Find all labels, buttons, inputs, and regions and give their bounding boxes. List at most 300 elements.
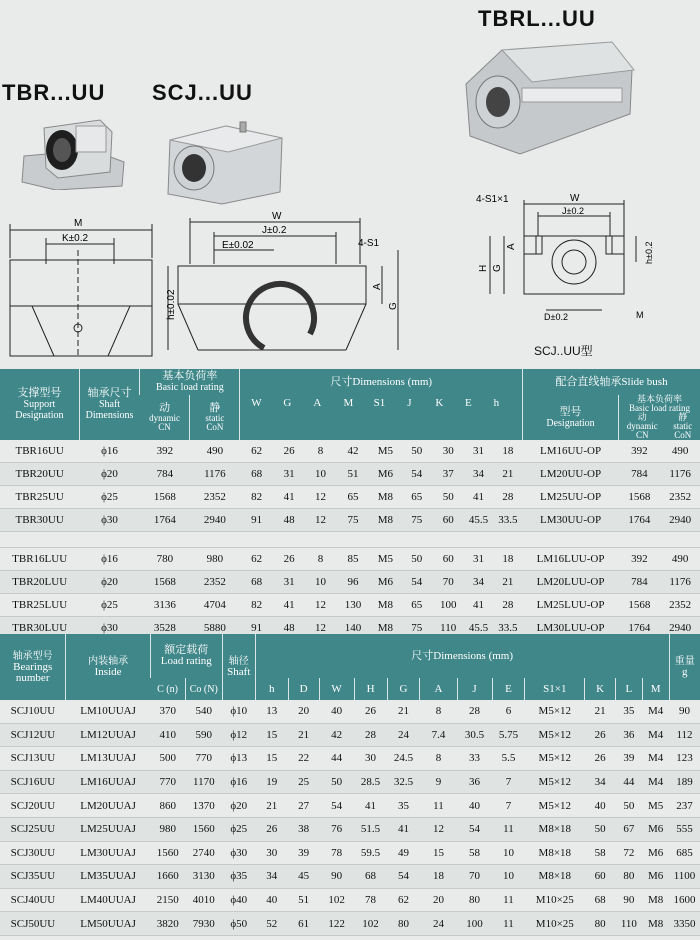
label-w2: W	[570, 193, 580, 204]
label-w: W	[272, 211, 282, 222]
table-cell: LM13UUAJ	[66, 747, 150, 771]
table-cell: 49	[387, 841, 420, 865]
table-cell: 7.4	[420, 723, 457, 747]
th1-col-1: G	[283, 397, 292, 409]
table-cell: 784	[619, 463, 661, 486]
table-cell: LM16UU-OP	[523, 440, 619, 463]
table-cell: 90	[669, 700, 700, 723]
table-cell: 410	[150, 723, 185, 747]
table-cell: 21	[585, 700, 616, 723]
table-cell: LM16UUAJ	[66, 770, 150, 794]
table-cell: 34	[464, 571, 493, 594]
table-cell: 41	[387, 817, 420, 841]
table-cell: 26	[585, 723, 616, 747]
th-shaft2: 轴径 Shaft	[222, 634, 255, 700]
table-cell: 1370	[185, 794, 222, 818]
table-cell: ϕ35	[222, 865, 255, 889]
th2-s1: S1×1	[525, 678, 585, 700]
table-cell: 20	[288, 700, 319, 723]
table-cell: 45.5	[464, 509, 493, 532]
label-s1x1: 4-S1×1	[476, 194, 509, 205]
tbr-drawing	[2, 210, 162, 360]
table-cell: 34	[464, 463, 493, 486]
table-cell: 78	[354, 888, 387, 912]
table-cell: 39	[616, 747, 643, 771]
table-cell: LM30LUU-OP	[523, 617, 619, 640]
table-cell: 41	[273, 594, 304, 617]
table-cell: 685	[669, 841, 700, 865]
scj-front-drawing	[470, 188, 670, 328]
table-cell: 3350	[669, 912, 700, 936]
label-e: E±0.02	[222, 240, 254, 251]
table-cell: 61	[288, 912, 319, 936]
table-cell: LM25UU-OP	[523, 486, 619, 509]
table-cell: 7	[492, 794, 525, 818]
table-cell: 60	[433, 548, 464, 571]
table-cell: SCJ16UU	[0, 770, 66, 794]
table-cell: 102	[354, 912, 387, 936]
table-cell: 58	[457, 841, 492, 865]
table-cell: 80	[387, 912, 420, 936]
table-cell: 140	[336, 617, 369, 640]
table-cell: 21	[255, 794, 288, 818]
table-cell: 500	[150, 747, 185, 771]
table-cell: 11	[492, 817, 525, 841]
label-a: A	[372, 283, 383, 290]
table-cell: 1176	[660, 463, 700, 486]
table-cell: 20	[420, 888, 457, 912]
table-cell: SCJ35UU	[0, 865, 66, 889]
tbrl-photo	[462, 36, 638, 158]
table-row	[0, 841, 700, 865]
table-cell: 48	[273, 617, 304, 640]
table-cell: 40	[255, 888, 288, 912]
table-cell: TBR30UU	[0, 509, 79, 532]
table-cell: 1660	[150, 865, 185, 889]
table-cell: 75	[336, 509, 369, 532]
table-cell: LM35UUAJ	[66, 865, 150, 889]
th1-col-0: W	[251, 397, 262, 409]
table-cell: 1600	[669, 888, 700, 912]
table-cell: 10	[492, 841, 525, 865]
table-cell: 35	[387, 794, 420, 818]
table-cell: M4	[642, 700, 669, 723]
th1-col-4: S1	[373, 397, 386, 409]
table-cell: 72	[616, 841, 643, 865]
table-cell: 70	[457, 865, 492, 889]
table-cell: 28	[354, 723, 387, 747]
table-cell: 11	[420, 794, 457, 818]
table-cell: 31	[273, 463, 304, 486]
table-cell: TBR16LUU	[0, 548, 79, 571]
table-cell: 90	[616, 888, 643, 912]
th1-col-3: M	[343, 397, 354, 409]
th-bearings: 轴承型号 Bearings number	[0, 634, 66, 700]
table-cell: M4	[642, 747, 669, 771]
table-cell: 40	[457, 794, 492, 818]
table-cell: TBR30LUU	[0, 617, 79, 640]
th2-a: A	[420, 678, 457, 700]
table-cell: 10	[492, 865, 525, 889]
table-cell: 78	[319, 841, 354, 865]
table-cell: 26	[273, 548, 304, 571]
label-m2: M	[636, 310, 644, 320]
scj-drawing	[160, 210, 410, 360]
th-load-rating: 额定载荷 Load rating	[150, 634, 222, 678]
table-cell: LM40UUAJ	[66, 888, 150, 912]
table-cell: 85	[336, 548, 369, 571]
table-cell: 392	[619, 440, 661, 463]
table-cell: ϕ13	[222, 747, 255, 771]
table-cell: 41	[273, 486, 304, 509]
table-cell: 90	[319, 865, 354, 889]
table-cell: 540	[185, 700, 222, 723]
th1-col-2: A	[313, 397, 322, 409]
table-cell: 36	[457, 770, 492, 794]
table-cell: 1568	[619, 594, 661, 617]
table-cell: 31	[273, 571, 304, 594]
table-cell: 30	[255, 841, 288, 865]
th1-col-5: J	[407, 397, 412, 409]
table-cell: 34	[255, 865, 288, 889]
label-s1: 4-S1	[358, 238, 380, 249]
table-cell: M5×12	[525, 770, 585, 794]
th-load: 基本负荷率 Basic load rating	[140, 369, 240, 395]
th-bush: 配合直线轴承Slide bush	[523, 369, 700, 395]
table-cell: 60	[433, 509, 464, 532]
table-cell: 32.5	[387, 770, 420, 794]
th-dim-group: 尺寸Dimensions (mm) W G A M S1 J K E h	[240, 369, 523, 440]
table-cell: 54	[401, 571, 432, 594]
table-cell: 68	[585, 888, 616, 912]
tbr-spec-table	[0, 369, 700, 640]
table-cell: 1764	[140, 509, 190, 532]
table-cell: 91	[240, 617, 273, 640]
table-cell: 980	[150, 817, 185, 841]
table-cell: 62	[240, 440, 273, 463]
tbr-photo	[18, 112, 130, 190]
table-cell: 50	[616, 794, 643, 818]
table-cell: SCJ10UU	[0, 700, 66, 723]
table-cell: LM25LUU-OP	[523, 594, 619, 617]
table-cell: 3528	[140, 617, 190, 640]
scj-photo	[162, 112, 288, 206]
table-cell: 62	[387, 888, 420, 912]
label-j: J±0.2	[262, 225, 287, 236]
th-dim2-group: 尺寸Dimensions (mm)	[255, 634, 669, 678]
table-cell: 44	[616, 770, 643, 794]
label-hpm: h±0.2	[644, 241, 654, 264]
table-cell: 18	[493, 548, 522, 571]
table-row	[0, 888, 700, 912]
table-cell: 8	[420, 700, 457, 723]
table-cell: LM25UUAJ	[66, 817, 150, 841]
table-cell: 3136	[140, 594, 190, 617]
table-cell: 33.5	[493, 509, 522, 532]
table-cell: 2352	[190, 571, 240, 594]
table-cell: 58	[585, 841, 616, 865]
th-sta: 静 static CoN	[190, 395, 240, 440]
table-cell: 40	[319, 700, 354, 723]
table-cell: 62	[240, 548, 273, 571]
label-d: D±0.2	[544, 312, 568, 322]
table-cell: LM10UUAJ	[66, 700, 150, 723]
table-cell: 15	[420, 841, 457, 865]
table-cell: LM20UUAJ	[66, 794, 150, 818]
table-cell: SCJ20UU	[0, 794, 66, 818]
table-cell: M8×18	[525, 817, 585, 841]
label-h2: H	[478, 264, 489, 272]
table-cell: 25	[288, 770, 319, 794]
table-cell: 2352	[660, 486, 700, 509]
table-cell: M8	[370, 594, 401, 617]
th-shaft: 轴承尺寸 Shaft Dimensions	[79, 369, 140, 440]
label-a2: A	[506, 243, 517, 250]
table-cell: 50	[401, 548, 432, 571]
table-cell: 2940	[660, 617, 700, 640]
table-cell: 50	[319, 770, 354, 794]
table-cell: 30	[354, 747, 387, 771]
table-cell: 1568	[140, 486, 190, 509]
table-cell: 19	[255, 770, 288, 794]
table-cell: M5×12	[525, 700, 585, 723]
table-cell: M6	[370, 463, 401, 486]
table-cell: M6	[642, 865, 669, 889]
table-cell: 75	[401, 617, 432, 640]
table-cell: 80	[457, 888, 492, 912]
table-cell: 100	[433, 594, 464, 617]
table-cell: 54	[401, 463, 432, 486]
table-cell: 15	[255, 723, 288, 747]
table-cell: LM50UUAJ	[66, 912, 150, 936]
table-cell: 15	[255, 747, 288, 771]
table-cell: M8×18	[525, 841, 585, 865]
table-cell: 4010	[185, 888, 222, 912]
table-cell: 26	[354, 700, 387, 723]
table-row	[0, 548, 700, 571]
table-cell: 50	[433, 486, 464, 509]
table-cell: 490	[190, 440, 240, 463]
th2-w: W	[319, 678, 354, 700]
table-row	[0, 723, 700, 747]
table-row	[0, 509, 700, 532]
table-cell: 76	[319, 817, 354, 841]
table-cell: 51.5	[354, 817, 387, 841]
table-cell: TBR20UU	[0, 463, 79, 486]
table-cell: 75	[401, 509, 432, 532]
table-cell: 24	[387, 723, 420, 747]
table-cell: 41	[464, 594, 493, 617]
th1-col-7: E	[465, 397, 472, 409]
table-cell: 6	[492, 700, 525, 723]
table-cell: 770	[150, 770, 185, 794]
table-cell: M5	[370, 440, 401, 463]
table-cell: 31	[464, 440, 493, 463]
table-cell: LM12UUAJ	[66, 723, 150, 747]
table-cell: 30.5	[457, 723, 492, 747]
table-cell: 96	[336, 571, 369, 594]
table-cell: 12	[305, 509, 336, 532]
table-cell: 33.5	[493, 617, 522, 640]
table-cell: 12	[305, 594, 336, 617]
table-cell: 8	[305, 548, 336, 571]
table-cell: ϕ30	[222, 841, 255, 865]
th2-j: J	[457, 678, 492, 700]
title-tbr: TBR...UU	[2, 80, 106, 105]
table-cell: TBR25LUU	[0, 594, 79, 617]
table-cell: 5.75	[492, 723, 525, 747]
table-cell: 34	[585, 770, 616, 794]
table-cell: 770	[185, 747, 222, 771]
table-cell: 26	[273, 440, 304, 463]
table-cell: 18	[420, 865, 457, 889]
table-cell: 50	[585, 817, 616, 841]
table-cell: 370	[150, 700, 185, 723]
th-c: C (n)	[150, 678, 185, 700]
table-cell: 130	[336, 594, 369, 617]
table-row	[0, 770, 700, 794]
table-cell: LM30UUAJ	[66, 841, 150, 865]
table-cell: LM30UU-OP	[523, 509, 619, 532]
table-cell: 11	[492, 912, 525, 936]
table-cell: TBR20LUU	[0, 571, 79, 594]
table-row	[0, 817, 700, 841]
table-cell: 38	[288, 817, 319, 841]
table-cell: 10	[305, 463, 336, 486]
table-cell: 82	[240, 486, 273, 509]
table-cell: 12	[305, 617, 336, 640]
table-cell: M6	[370, 571, 401, 594]
table-cell: 12	[305, 486, 336, 509]
table-cell: 1764	[619, 509, 661, 532]
table-cell: 45.5	[464, 617, 493, 640]
table-cell: 10	[305, 571, 336, 594]
table-cell: 65	[401, 594, 432, 617]
th-mass: 重量 g	[669, 634, 700, 700]
label-g: G	[388, 302, 399, 310]
table-cell: 80	[616, 865, 643, 889]
table-cell: 2940	[660, 509, 700, 532]
table-row	[0, 794, 700, 818]
table-cell: ϕ30	[79, 509, 140, 532]
table-cell: 100	[457, 912, 492, 936]
table-cell: ϕ16	[222, 770, 255, 794]
table-cell: ϕ25	[79, 486, 140, 509]
th-bload: 基本负荷率 Basic load rating 动 dynamic CN 静 static CoN	[619, 395, 700, 440]
table-cell: ϕ20	[79, 463, 140, 486]
table-cell: 2352	[660, 594, 700, 617]
th-dyn: 动 dynamic CN	[140, 395, 190, 440]
table-cell: 24	[420, 912, 457, 936]
table-cell: 52	[255, 912, 288, 936]
th2-d: D	[288, 678, 319, 700]
drawing-caption: SCJ..UU型	[534, 344, 593, 358]
table-cell: 1176	[660, 571, 700, 594]
th-support: 支撑型号 Support Designation	[0, 369, 79, 440]
table-cell: 3130	[185, 865, 222, 889]
table-cell: LM16LUU-OP	[523, 548, 619, 571]
table-cell: ϕ20	[222, 794, 255, 818]
table-cell: 1560	[185, 817, 222, 841]
table-cell: 1170	[185, 770, 222, 794]
table-row	[0, 486, 700, 509]
table-cell: 18	[493, 440, 522, 463]
table-cell: 392	[140, 440, 190, 463]
th-co: Co (N)	[185, 678, 222, 700]
table-cell: 28.5	[354, 770, 387, 794]
table-cell: 1568	[140, 571, 190, 594]
table-cell: 1560	[150, 841, 185, 865]
table-cell: 50	[401, 440, 432, 463]
table-cell: 784	[140, 463, 190, 486]
th1-col-6: K	[435, 397, 444, 409]
table-cell: 24.5	[387, 747, 420, 771]
table-cell: M4	[642, 770, 669, 794]
table-cell: 37	[433, 463, 464, 486]
table-cell: 82	[240, 594, 273, 617]
table-cell: M5×12	[525, 723, 585, 747]
table-cell: M10×25	[525, 912, 585, 936]
label-m: M	[74, 218, 83, 229]
table-cell: 4704	[190, 594, 240, 617]
table-row	[0, 912, 700, 936]
th2-h: h	[255, 678, 288, 700]
th2-hh: H	[354, 678, 387, 700]
label-j2: J±0.2	[562, 206, 584, 216]
label-g2: G	[492, 264, 503, 272]
table-cell: M8	[642, 888, 669, 912]
table-cell: 28	[457, 700, 492, 723]
table-cell: 9	[420, 770, 457, 794]
table-cell: 8	[305, 440, 336, 463]
table-cell: 392	[619, 548, 661, 571]
table-cell: 68	[354, 865, 387, 889]
table-cell: 59.5	[354, 841, 387, 865]
table-cell: 54	[457, 817, 492, 841]
table-cell: ϕ25	[222, 817, 255, 841]
th2-l: L	[616, 678, 643, 700]
table-cell: 68	[240, 463, 273, 486]
table-cell: M5×12	[525, 747, 585, 771]
table-cell: 1568	[619, 486, 661, 509]
table-row	[0, 865, 700, 889]
table-cell: 555	[669, 817, 700, 841]
table-row	[0, 440, 700, 463]
table-cell: 48	[273, 509, 304, 532]
table-row	[0, 700, 700, 723]
table-cell: 112	[669, 723, 700, 747]
table-cell: 122	[319, 912, 354, 936]
table-cell: 44	[319, 747, 354, 771]
table-cell: 36	[616, 723, 643, 747]
table-cell: 21	[387, 700, 420, 723]
table-cell: 102	[319, 888, 354, 912]
table-cell: M5×12	[525, 794, 585, 818]
table-cell: 45	[288, 865, 319, 889]
table-cell: 123	[669, 747, 700, 771]
table-cell: 80	[585, 912, 616, 936]
table-cell: 7	[492, 770, 525, 794]
table-cell: SCJ40UU	[0, 888, 66, 912]
table-cell: 2940	[190, 509, 240, 532]
table-cell: 784	[619, 571, 661, 594]
table-cell: 28	[493, 594, 522, 617]
th2-m: M	[642, 678, 669, 700]
table-cell: SCJ25UU	[0, 817, 66, 841]
table-cell: 12	[420, 817, 457, 841]
table-cell: M6	[642, 817, 669, 841]
table-cell: 42	[336, 440, 369, 463]
